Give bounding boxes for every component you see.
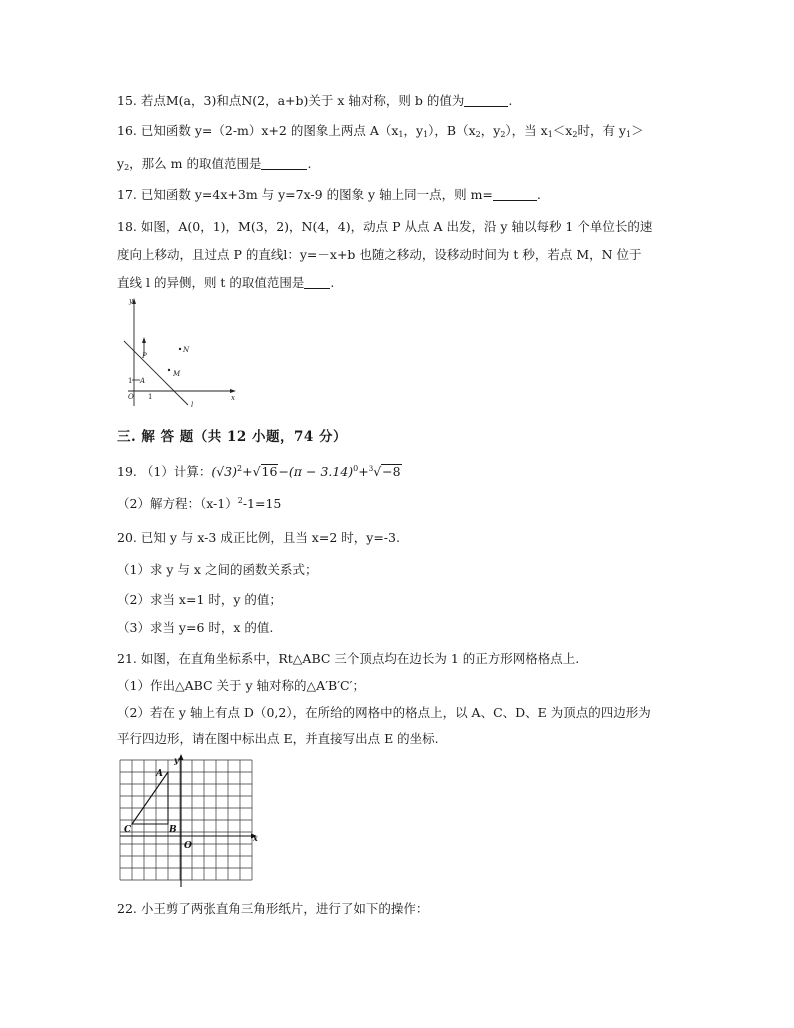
x-tick-label: 1: [148, 393, 153, 401]
point-n: [179, 348, 181, 350]
question-18-line-3: 直线 l 的异侧，则 t 的取值范围是 .: [117, 275, 335, 290]
question-20-part-3: （3）求当 y=6 时，x 的值.: [117, 620, 274, 635]
question-number: 19.: [117, 464, 137, 479]
line-l-label: l: [191, 401, 194, 409]
section-heading: 三. 解 答 题（共 12 小题，74 分）: [117, 429, 347, 445]
question-number: 20.: [117, 530, 137, 545]
origin-label: O: [184, 841, 192, 851]
q18-coordinate-figure: [118, 294, 244, 412]
x-axis-arrow-icon: [230, 389, 236, 393]
point-c-label: C: [124, 825, 132, 835]
square-grid: [120, 760, 252, 880]
x-axis-label: x: [231, 394, 235, 402]
question-16-line-2: $y_2$，那么 m 的取值范围是 .: [117, 156, 312, 172]
question-21: 21. 如图，在直角坐标系中，Rt△ABC 三个顶点均在边长为 1 的正方形网格格点上.: [117, 651, 580, 666]
question-19-part-1: 19. （1）计算：$(√3)^2+√16-(\pi - 3.14)^0+^3√-8$: [117, 464, 401, 479]
question-text: 若点M(a，3)和点N(2，a+b)关于 x 轴对称，则 b 的值为: [140, 93, 465, 108]
point-n-label: N: [183, 346, 190, 354]
q21-grid-figure: [112, 754, 262, 892]
point-a-label: A: [140, 377, 146, 385]
question-20-part-2: （2）求当 x=1 时，y 的值；: [117, 592, 282, 607]
point-m: [168, 369, 170, 371]
question-number: 21.: [117, 651, 137, 666]
question-19-part-2: （2）解方程：$(x-1)^2-1=15$: [117, 496, 282, 511]
question-18-line-1: 18. 如图，A(0，1)，M(3，2)，N(4，4)，动点 P 从点 A 出发，沿 y 轴以每秒 1 个单位长的速: [117, 219, 653, 234]
question-number: 16.: [117, 123, 137, 138]
question-number: 15.: [117, 93, 137, 108]
y-tick-label: 1: [128, 377, 133, 385]
point-a-label: A: [156, 769, 163, 779]
y-axis-arrow-icon: [179, 754, 184, 760]
math-expression: $(√3)^2+√16-(\pi - 3.14)^0+^3√-8$: [211, 464, 401, 479]
answer-blank[interactable]: [261, 157, 307, 170]
question-16-line-1: 16. 已知函数 y=（2-m）x+2 的图象上两点 $A(x_1$，$y_1$），$B(x_2$，$y_2$），当 $x_1<x_2$时，有 $y_1>$: [117, 123, 644, 139]
question-number: 18.: [117, 219, 137, 234]
question-number: 22.: [117, 901, 137, 916]
question-22: 22. 小王剪了两张直角三角形纸片，进行了如下的操作：: [117, 901, 429, 916]
question-18-line-2: 度向上移动，且过点 P 的直线l：y=－x+b 也随之移动，设移动时间为 t 秒，若点 M，N 位于: [117, 247, 642, 262]
question-21-part-2-line-1: （2）若在 y 轴上有点 D（0,2），在所给的网格中的格点上，以 A、C、D、E 为顶点的四边形为: [117, 705, 651, 720]
question-17: 17. 已知函数 y=4x+3m 与 y=7x-9 的图象 y 轴上同一点，则 m= .: [117, 187, 541, 202]
question-21-part-1: （1）作出△ABC 关于 y 轴对称的△A′B′C′；: [117, 678, 365, 693]
answer-blank[interactable]: [304, 276, 330, 289]
answer-blank[interactable]: [493, 188, 537, 201]
question-20: 20. 已知 y 与 x-3 成正比例，且当 x=2 时，y=-3.: [117, 530, 400, 545]
answer-blank[interactable]: [464, 94, 508, 107]
point-b-label: B: [169, 825, 177, 835]
question-number: 17.: [117, 187, 137, 202]
point-p-label: P: [142, 352, 147, 360]
origin-label: O: [128, 393, 134, 401]
x-axis-label: x: [253, 833, 258, 843]
question-15: 15. 若点M(a，3)和点N(2，a+b)关于 x 轴对称，则 b 的值为 .: [117, 93, 513, 108]
y-axis-label: y: [174, 755, 179, 765]
question-21-part-2-line-2: 平行四边形，请在图中标出点 E，并直接写出点 E 的坐标.: [117, 731, 439, 746]
up-arrow-icon: [142, 337, 146, 343]
triangle-abc: [132, 772, 168, 824]
y-axis-label: y: [129, 297, 133, 305]
point-m-label: M: [173, 370, 181, 378]
question-20-part-1: （1）求 y 与 x 之间的函数关系式；: [117, 562, 318, 577]
